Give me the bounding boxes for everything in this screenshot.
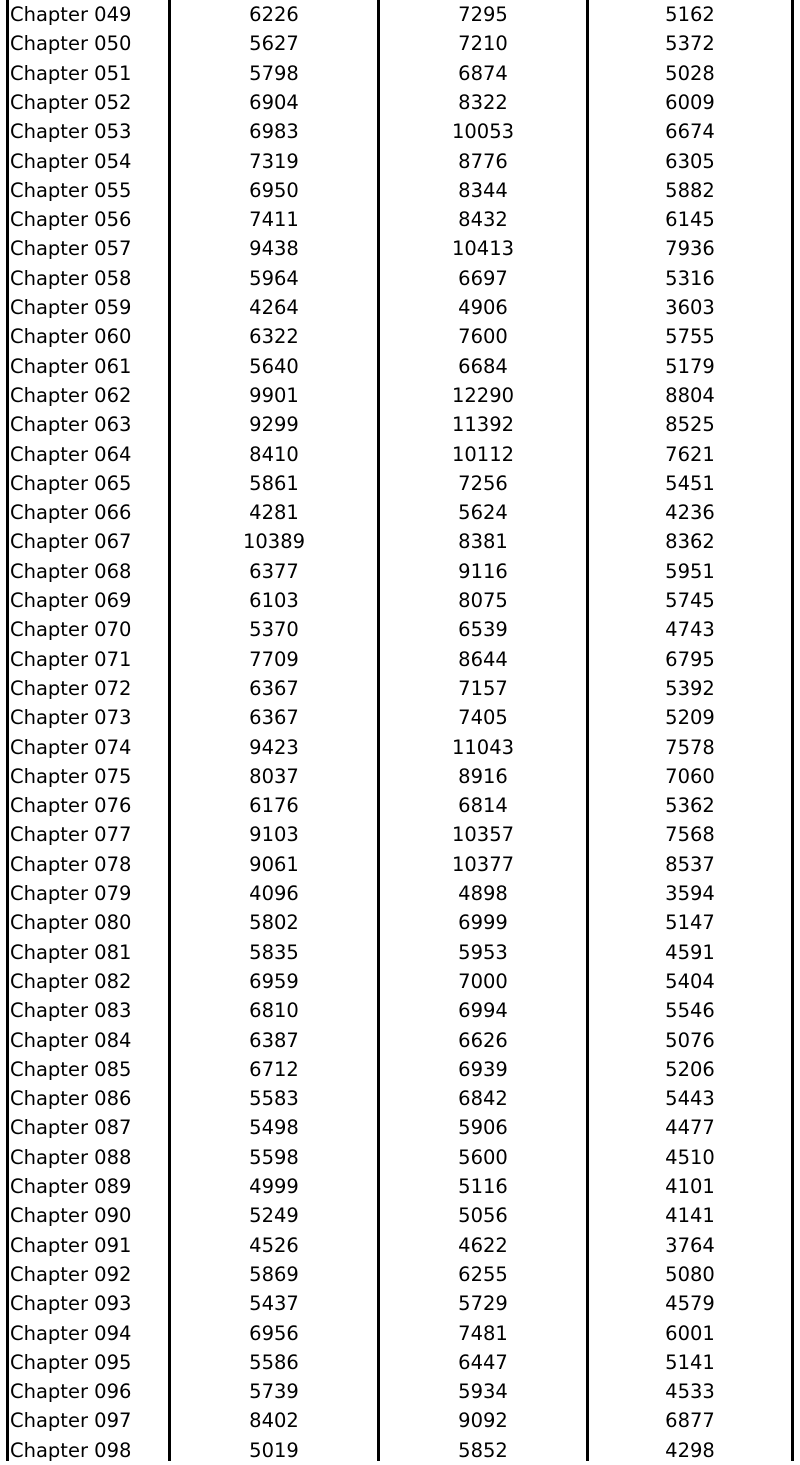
value-cell-col1: 4281 (249, 501, 299, 525)
chapter-label-cell: Chapter 057 (10, 237, 132, 261)
value-cell-col1: 4096 (249, 882, 299, 905)
chapter-label-cell: Chapter 050 (10, 32, 132, 56)
table-row (0, 1143, 800, 1172)
value-cell-col2: 4906 (458, 296, 508, 319)
value-cell-col2: 4898 (458, 882, 508, 905)
table-row (0, 938, 800, 967)
table-row (0, 996, 800, 1025)
value-cell-col2: 7256 (458, 471, 508, 495)
value-cell-col3: 4236 (665, 501, 715, 525)
chapter-label-cell: Chapter 081 (10, 940, 132, 964)
value-cell-col2: 6626 (458, 1028, 508, 1052)
table-row (0, 0, 800, 29)
value-cell-col2: 6994 (458, 999, 508, 1023)
value-cell-col2: 8075 (458, 589, 508, 612)
chapter-label-cell: Chapter 080 (10, 911, 132, 935)
table-row (0, 1406, 800, 1435)
value-cell-col2: 6684 (458, 354, 508, 378)
value-cell-col1: 6377 (249, 559, 299, 583)
value-cell-col3: 7621 (665, 442, 715, 466)
value-cell-col1: 9423 (249, 735, 299, 759)
value-cell-col3: 8362 (665, 530, 715, 554)
chapter-label-cell: Chapter 073 (10, 706, 132, 730)
value-cell-col2: 6999 (458, 911, 508, 935)
chapter-label-cell: Chapter 061 (10, 354, 132, 378)
chapter-label-cell: Chapter 092 (10, 1262, 132, 1286)
chapter-label-cell: Chapter 062 (10, 383, 132, 407)
table-row (0, 147, 800, 176)
table-row (0, 703, 800, 732)
value-cell-col3: 4477 (665, 1116, 715, 1140)
value-cell-col1: 6983 (249, 120, 299, 144)
chapter-label-cell: Chapter 091 (10, 1233, 132, 1257)
table-row (0, 1084, 800, 1113)
chapter-label-cell: Chapter 077 (10, 823, 132, 847)
table-row (0, 234, 800, 263)
value-cell-col3: 4298 (665, 1438, 715, 1462)
value-cell-col3: 6795 (665, 647, 715, 671)
chapter-label-cell: Chapter 094 (10, 1321, 132, 1345)
value-cell-col1: 5498 (249, 1116, 299, 1140)
value-cell-col3: 6145 (665, 208, 715, 232)
value-cell-col2: 6842 (458, 1087, 508, 1111)
table-row (0, 59, 800, 88)
value-cell-col2: 4622 (458, 1233, 508, 1257)
value-cell-col3: 5076 (665, 1028, 715, 1052)
value-cell-col1: 6956 (249, 1321, 299, 1345)
value-cell-col1: 6387 (249, 1028, 299, 1052)
value-cell-col2: 5852 (458, 1438, 508, 1462)
table-row (0, 1348, 800, 1377)
value-cell-col1: 4264 (249, 296, 299, 319)
value-cell-col2: 6447 (458, 1350, 508, 1374)
value-cell-col3: 5209 (665, 706, 715, 730)
value-cell-col3: 5362 (665, 794, 715, 818)
value-cell-col3: 5745 (665, 589, 715, 612)
value-cell-col3: 8804 (665, 383, 715, 407)
chapter-label-cell: Chapter 075 (10, 764, 132, 788)
value-cell-col1: 5586 (249, 1350, 299, 1374)
value-cell-col2: 5116 (458, 1175, 508, 1198)
table-row (0, 1113, 800, 1142)
value-cell-col1: 6810 (249, 999, 299, 1023)
table-row (0, 527, 800, 556)
chapter-label-cell: Chapter 084 (10, 1028, 132, 1052)
value-cell-col1: 5964 (249, 266, 299, 290)
table-row (0, 322, 800, 351)
table-row (0, 440, 800, 469)
table-row (0, 205, 800, 234)
chapter-label-cell: Chapter 051 (10, 61, 132, 85)
value-cell-col3: 4579 (665, 1292, 715, 1316)
value-cell-col1: 6959 (249, 969, 299, 993)
table-row (0, 791, 800, 820)
table-row (0, 1319, 800, 1348)
chapter-label-cell: Chapter 085 (10, 1057, 132, 1081)
table-row (0, 1055, 800, 1084)
value-cell-col2: 8776 (458, 149, 508, 173)
chapter-label-cell: Chapter 072 (10, 676, 132, 700)
value-cell-col2: 10377 (451, 852, 515, 876)
value-cell-col1: 6904 (249, 90, 299, 114)
value-cell-col2: 8344 (458, 178, 508, 202)
value-cell-col1: 9438 (249, 237, 299, 261)
value-cell-col3: 6877 (665, 1409, 715, 1433)
table-row (0, 176, 800, 205)
value-cell-col3: 5206 (665, 1057, 715, 1081)
value-cell-col2: 5056 (458, 1204, 508, 1228)
value-cell-col1: 10389 (242, 530, 306, 554)
table-row (0, 117, 800, 146)
value-cell-col1: 5739 (249, 1380, 299, 1404)
value-cell-col1: 5583 (249, 1087, 299, 1111)
chapter-label-cell: Chapter 070 (10, 618, 132, 642)
value-cell-col1: 5802 (249, 911, 299, 935)
table-row (0, 469, 800, 498)
chapter-label-cell: Chapter 056 (10, 208, 132, 232)
value-cell-col2: 10357 (451, 823, 515, 847)
value-cell-col3: 7060 (665, 764, 715, 788)
table-row (0, 820, 800, 849)
table-row (0, 1026, 800, 1055)
value-cell-col2: 10112 (451, 442, 515, 466)
value-cell-col1: 5598 (249, 1145, 299, 1169)
value-cell-col3: 5372 (665, 32, 715, 56)
value-cell-col2: 7295 (458, 3, 508, 26)
value-cell-col1: 7709 (249, 647, 299, 671)
value-cell-col2: 12290 (451, 383, 515, 407)
value-cell-col1: 6176 (249, 794, 299, 818)
value-cell-col3: 8537 (665, 852, 715, 876)
value-cell-col2: 7210 (458, 32, 508, 56)
chapter-label-cell: Chapter 097 (10, 1409, 132, 1433)
value-cell-col2: 8644 (458, 647, 508, 671)
value-cell-col2: 6539 (458, 618, 508, 642)
value-cell-col3: 3594 (665, 882, 715, 905)
table-row (0, 1289, 800, 1318)
table-row (0, 381, 800, 410)
value-cell-col2: 7405 (458, 706, 508, 730)
value-cell-col2: 7481 (458, 1321, 508, 1345)
chapter-label-cell: Chapter 065 (10, 471, 132, 495)
value-cell-col1: 4999 (249, 1175, 299, 1198)
value-cell-col1: 9299 (249, 413, 299, 437)
value-cell-col1: 6950 (249, 178, 299, 202)
table-row (0, 762, 800, 791)
value-cell-col1: 8037 (249, 764, 299, 788)
value-cell-col3: 4591 (665, 940, 715, 964)
value-cell-col1: 5437 (249, 1292, 299, 1316)
value-cell-col1: 5869 (249, 1262, 299, 1286)
value-cell-col3: 5392 (665, 676, 715, 700)
value-cell-col2: 11043 (451, 735, 515, 759)
value-cell-col3: 5162 (665, 3, 715, 26)
chapter-label-cell: Chapter 093 (10, 1292, 132, 1316)
value-cell-col2: 10053 (451, 120, 515, 144)
value-cell-col3: 3764 (665, 1233, 715, 1257)
value-cell-col2: 7000 (458, 969, 508, 993)
chapter-label-cell: Chapter 067 (10, 530, 132, 554)
value-cell-col3: 5451 (665, 471, 715, 495)
value-cell-col3: 5546 (665, 999, 715, 1023)
chapter-label-cell: Chapter 087 (10, 1116, 132, 1140)
table-row (0, 1436, 800, 1465)
chapter-label-cell: Chapter 053 (10, 120, 132, 144)
value-cell-col2: 6814 (458, 794, 508, 818)
chapter-label-cell: Chapter 095 (10, 1350, 132, 1374)
value-cell-col3: 4533 (665, 1380, 715, 1404)
chapter-label-cell: Chapter 064 (10, 442, 132, 466)
table-row (0, 557, 800, 586)
chapter-label-cell: Chapter 098 (10, 1438, 132, 1462)
table-row (0, 674, 800, 703)
table-row (0, 1201, 800, 1230)
chapter-label-cell: Chapter 059 (10, 296, 132, 319)
value-cell-col3: 4101 (665, 1175, 715, 1198)
value-cell-col1: 6226 (249, 3, 299, 26)
value-cell-col1: 5627 (249, 32, 299, 56)
value-cell-col1: 4526 (249, 1233, 299, 1257)
chapter-label-cell: Chapter 052 (10, 90, 132, 114)
value-cell-col1: 8402 (249, 1409, 299, 1433)
value-cell-col2: 5934 (458, 1380, 508, 1404)
chapter-label-cell: Chapter 068 (10, 559, 132, 583)
chapter-label-cell: Chapter 083 (10, 999, 132, 1023)
chapter-label-cell: Chapter 096 (10, 1380, 132, 1404)
value-cell-col3: 5147 (665, 911, 715, 935)
table-row (0, 586, 800, 615)
value-cell-col3: 7578 (665, 735, 715, 759)
value-cell-col3: 6674 (665, 120, 715, 144)
chapter-label-cell: Chapter 079 (10, 882, 132, 905)
value-cell-col3: 6305 (665, 149, 715, 173)
chapter-label-cell: Chapter 055 (10, 178, 132, 202)
value-cell-col1: 5640 (249, 354, 299, 378)
value-cell-col3: 4141 (665, 1204, 715, 1228)
value-cell-col1: 9901 (249, 383, 299, 407)
chapter-label-cell: Chapter 054 (10, 149, 132, 173)
table-row (0, 1231, 800, 1260)
chapter-label-cell: Chapter 074 (10, 735, 132, 759)
chapter-label-cell: Chapter 086 (10, 1087, 132, 1111)
value-cell-col3: 5443 (665, 1087, 715, 1111)
chapter-label-cell: Chapter 063 (10, 413, 132, 437)
table-row (0, 88, 800, 117)
table-row (0, 264, 800, 293)
value-cell-col3: 5179 (665, 354, 715, 378)
table-row (0, 293, 800, 322)
chapter-label-cell: Chapter 058 (10, 266, 132, 290)
value-cell-col1: 6367 (249, 676, 299, 700)
value-cell-col2: 6939 (458, 1057, 508, 1081)
value-cell-col3: 5951 (665, 559, 715, 583)
value-cell-col3: 5316 (665, 266, 715, 290)
table-row (0, 733, 800, 762)
chapter-label-cell: Chapter 090 (10, 1204, 132, 1228)
value-cell-col3: 5028 (665, 61, 715, 85)
table-row (0, 352, 800, 381)
value-cell-col2: 5729 (458, 1292, 508, 1316)
value-cell-col2: 9092 (458, 1409, 508, 1433)
value-cell-col2: 5906 (458, 1116, 508, 1140)
value-cell-col1: 7411 (249, 208, 299, 232)
table-row (0, 29, 800, 58)
value-cell-col1: 5249 (249, 1204, 299, 1228)
value-cell-col2: 8381 (458, 530, 508, 554)
value-cell-col2: 5953 (458, 940, 508, 964)
chapter-label-cell: Chapter 078 (10, 852, 132, 876)
chapter-label-cell: Chapter 089 (10, 1175, 132, 1198)
value-cell-col3: 5080 (665, 1262, 715, 1286)
value-cell-col1: 7319 (249, 149, 299, 173)
value-cell-col2: 8322 (458, 90, 508, 114)
value-cell-col3: 5755 (665, 325, 715, 349)
value-cell-col2: 5600 (458, 1145, 508, 1169)
value-cell-col1: 5861 (249, 471, 299, 495)
value-cell-col2: 6255 (458, 1262, 508, 1286)
table-row (0, 1377, 800, 1406)
value-cell-col1: 5019 (249, 1438, 299, 1462)
value-cell-col3: 4743 (665, 618, 715, 642)
value-cell-col1: 5835 (249, 940, 299, 964)
chapter-label-cell: Chapter 060 (10, 325, 132, 349)
value-cell-col3: 5882 (665, 178, 715, 202)
value-cell-col1: 9061 (249, 852, 299, 876)
value-cell-col3: 7568 (665, 823, 715, 847)
value-cell-col3: 4510 (665, 1145, 715, 1169)
table-row (0, 908, 800, 937)
value-cell-col1: 9103 (249, 823, 299, 847)
table-row (0, 1260, 800, 1289)
value-cell-col1: 8410 (249, 442, 299, 466)
chapter-label-cell: Chapter 088 (10, 1145, 132, 1169)
table-row (0, 879, 800, 908)
value-cell-col3: 5141 (665, 1350, 715, 1374)
chapter-label-cell: Chapter 069 (10, 589, 132, 612)
chapter-label-cell: Chapter 066 (10, 501, 132, 525)
value-cell-col2: 11392 (451, 413, 515, 437)
table-row (0, 615, 800, 644)
value-cell-col2: 10413 (451, 237, 515, 261)
table-row (0, 498, 800, 527)
value-cell-col3: 8525 (665, 413, 715, 437)
value-cell-col2: 5624 (458, 501, 508, 525)
value-cell-col2: 7157 (458, 676, 508, 700)
value-cell-col3: 6001 (665, 1321, 715, 1345)
chapter-label-cell: Chapter 082 (10, 969, 132, 993)
chapter-label-cell: Chapter 076 (10, 794, 132, 818)
value-cell-col2: 7600 (458, 325, 508, 349)
chapter-label-cell: Chapter 071 (10, 647, 132, 671)
value-cell-col2: 9116 (458, 559, 508, 583)
value-cell-col1: 5370 (249, 618, 299, 642)
value-cell-col1: 6103 (249, 589, 299, 612)
value-cell-col2: 6697 (458, 266, 508, 290)
table-row (0, 645, 800, 674)
table-row (0, 967, 800, 996)
table-row (0, 850, 800, 879)
value-cell-col1: 6367 (249, 706, 299, 730)
value-cell-col1: 5798 (249, 61, 299, 85)
value-cell-col3: 3603 (665, 296, 715, 319)
chapter-label-cell: Chapter 049 (10, 3, 132, 26)
value-cell-col3: 6009 (665, 90, 715, 114)
value-cell-col3: 5404 (665, 969, 715, 993)
table-row (0, 1172, 800, 1201)
value-cell-col2: 8916 (458, 764, 508, 788)
value-cell-col2: 6874 (458, 61, 508, 85)
table-row (0, 410, 800, 439)
value-cell-col1: 6712 (249, 1057, 299, 1081)
value-cell-col3: 7936 (665, 237, 715, 261)
value-cell-col1: 6322 (249, 325, 299, 349)
value-cell-col2: 8432 (458, 208, 508, 232)
